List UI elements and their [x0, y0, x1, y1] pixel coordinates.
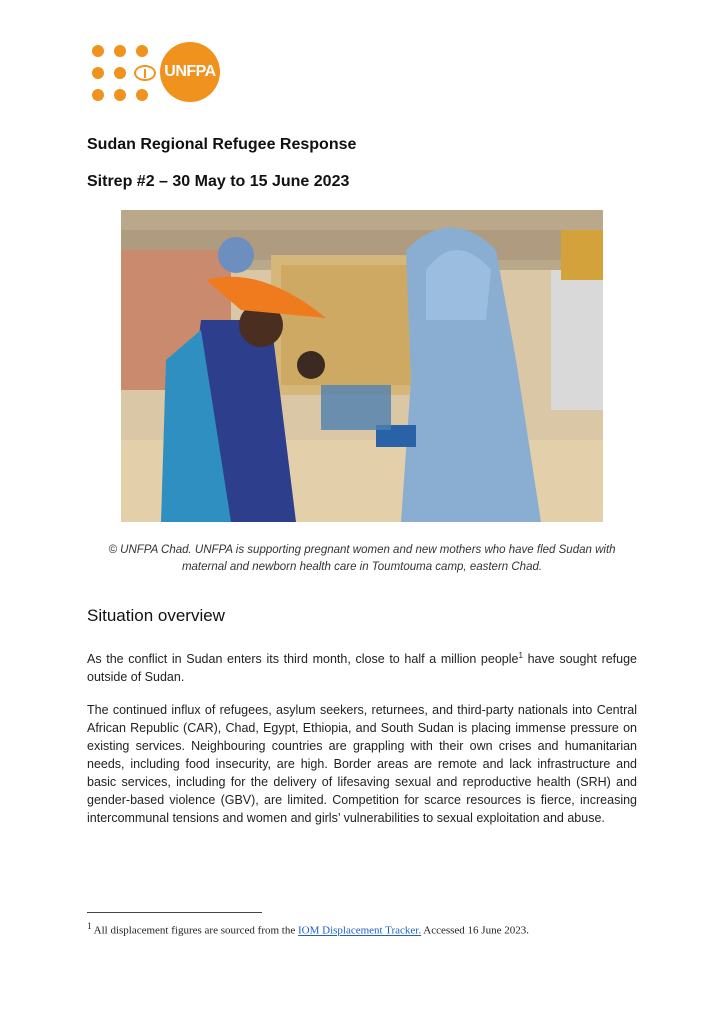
section-heading: Situation overview	[87, 606, 225, 625]
paragraph-1-text-end: have sought refuge outside of Sudan.	[87, 652, 638, 685]
camp-photo	[121, 210, 603, 522]
un-emblem-icon	[134, 65, 156, 81]
paragraph-1	[87, 647, 637, 686]
document-title: Sudan Regional Refugee Response	[87, 136, 357, 153]
document-subtitle: Sitrep #2 – 30 May to 15 June 2023	[87, 173, 350, 190]
unfpa-logo-text: UNFPA	[160, 42, 220, 102]
paragraph-1-text: As the conflict in Sudan enters its third month, close to half a million people	[87, 652, 519, 667]
footnote-ref[interactable]: 1	[518, 651, 523, 660]
footnote	[87, 921, 647, 937]
footnote-divider	[87, 912, 262, 913]
unfpa-logo	[90, 42, 220, 104]
footnote-number: 1	[87, 921, 92, 931]
paragraph-2: The continued influx of refugees, asylum seekers, returnees, and third-party nationals into Central African Republic (CAR), Chad, Egypt, Ethiopia, and South Sudan is placing immense pressure on existing services. Neighbouring countries are grappling with their own crises and humanitarian needs, including food insecurity, are high. Border areas are remote and lack infrastructure and basic services, including for the delivery of lifesaving sexual and reproductive health (SRH) and gender-based violence (GBV), are limited. Competition for scarce resources is fierce, increasing intercommunal tensions and women and girls’ vulnerabilities to sexual exploitation and abuse.	[87, 703, 637, 825]
footnote-text: All displacement figures are sourced from the	[91, 924, 298, 937]
photo-caption: © UNFPA Chad. UNFPA is supporting pregnant women and new mothers who have fled Sudan with maternal and newborn health care in Toumtouma camp, eastern Chad.	[108, 544, 616, 573]
iom-displacement-tracker-link[interactable]: IOM Displacement Tracker.	[298, 924, 422, 937]
footnote-accessed: Accessed 16 June 2023.	[421, 924, 529, 937]
